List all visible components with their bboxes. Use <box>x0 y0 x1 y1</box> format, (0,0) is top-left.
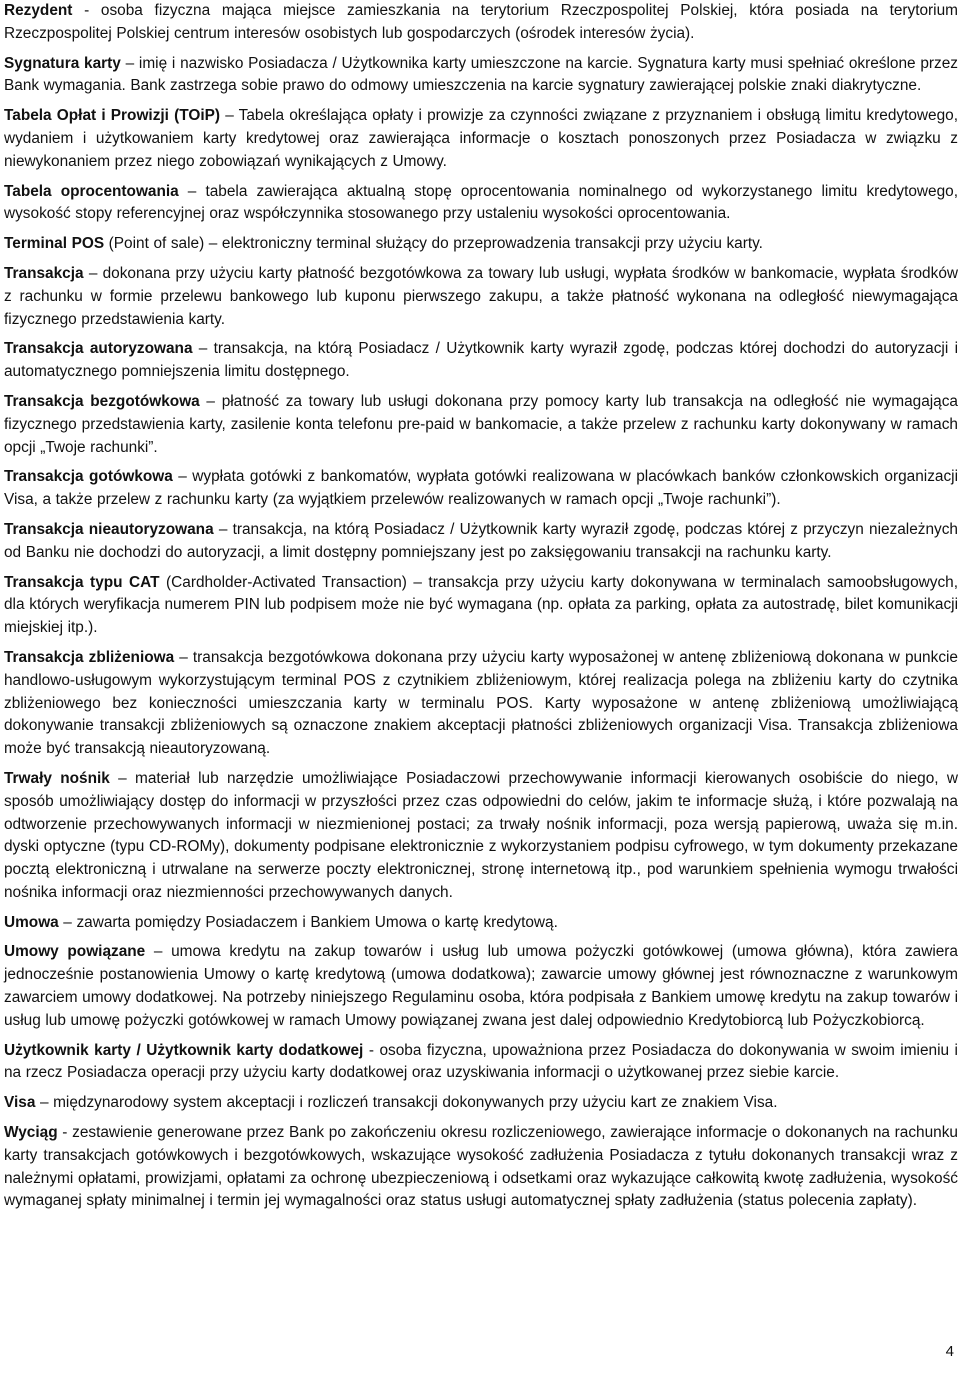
glossary-entry <box>4 391 958 459</box>
glossary-definition: – imię i nazwisko Posiadacza / Użytkownika karty umieszczone na karcie. Sygnatura karty musi spełniać określone przez Bank wymagania. Bank zastrzega sobie prawo do odmowy umieszczenia na karcie sygnatury zawierającej polskie znaki diakrytyczne. <box>4 54 958 95</box>
glossary-entry <box>4 768 958 905</box>
glossary-term: Sygnatura karty <box>4 54 121 72</box>
glossary-entry <box>4 519 958 565</box>
glossary-term: Transakcja zbliżeniowa <box>4 648 175 666</box>
glossary-definition: (Point of sale) – elektroniczny terminal służący do przeprowadzenia transakcji przy użyciu karty. <box>104 235 763 253</box>
glossary-entry <box>4 1040 958 1086</box>
glossary-definition: - zestawienie generowane przez Bank po zakończeniu okresu rozliczeniowego, zawierające informacje o dokonanych na rachunku karty transakcjach gotówkowych i bezgotówkowych, wskazujące wysokość zadłużenia Posiadacza z tytułu dokonanych transakcji wraz z należnymi opłatami, prowizjami, opłatami za ochronę ubezpieczeniową i odsetkami oraz wykazujące całkowitą kwotę zadłużenia, wysokość wymaganej spłaty minimalnej i termin jej wymagalności oraz status usługi automatycznej spłaty zadłużenia (status polecenia zapłaty). <box>4 1124 958 1210</box>
glossary-definition: (Cardholder-Activated Transaction) – transakcja przy użyciu karty dokonywana w terminalach samoobsługowych, dla których weryfikacja numerem PIN lub podpisem może nie być wymagana (np. opłata za parking, opłata za autostradę, bilet komunikacji miejskiej itp.). <box>4 573 959 637</box>
glossary-term: Użytkownik karty / Użytkownik karty dodatkowej <box>4 1041 364 1059</box>
glossary-entry <box>4 912 958 935</box>
glossary-term: Transakcja bezgotówkowa <box>4 392 200 410</box>
glossary-term: Visa <box>4 1094 36 1112</box>
glossary-definition: – transakcja, na którą Posiadacz / Użytkownik karty wyraził zgodę, podczas której z przyczyn niezależnych od Banku nie dochodzi do autoryzacji, a limit dostępny pomniejszany jest po zaksięgowaniu transakcji na rachunku karty. <box>4 520 958 561</box>
glossary-entry <box>4 338 958 384</box>
glossary-definition: – transakcja bezgotówkowa dokonana przy użyciu karty wyposażonej w antenę zbliżeniową dokonana w punkcie handlowo-usługowym wykorzystującym terminal POS z czytnikiem zbliżeniowym, której realizacja polega na zbliżeniu karty do czytnika zbliżeniowego bez konieczności umieszczania karty w terminalu POS. Karty wyposażone w antenę zbliżeniową umożliwiającą dokonywanie transakcji zbliżeniowych są oznaczone znakiem akceptacji płatności zbliżeniowych organizacji Visa. Transakcja zbliżeniowa może być transakcją nieautoryzowaną. <box>4 648 958 758</box>
glossary-term: Transakcja nieautoryzowana <box>4 520 214 538</box>
glossary-term: Trwały nośnik <box>4 769 110 787</box>
glossary-term: Umowy powiązane <box>4 943 146 961</box>
glossary-definition: – tabela zawierająca aktualną stopę oprocentowania nominalnego od wykorzystanego limitu kredytowego, wysokość stopy referencyjnej oraz współczynnika stosowanego przy ustaleniu wysokości oprocentowania. <box>4 182 958 223</box>
glossary-definition: – zawarta pomiędzy Posiadaczem i Bankiem Umowa o kartę kredytową. <box>58 913 558 931</box>
glossary-term: Transakcja <box>4 264 84 282</box>
glossary-entry <box>4 572 958 640</box>
page-number: 4 <box>945 1343 954 1360</box>
glossary-entry <box>4 105 958 173</box>
glossary-term: Umowa <box>4 913 59 931</box>
glossary-term: Tabela Opłat i Prowizji (TOiP) <box>4 107 221 125</box>
glossary-entry <box>4 1122 958 1213</box>
glossary-definition: – dokonana przy użyciu karty płatność bezgotówkowa za towary lub usługi, wypłata środków w bankomacie, wypłata środków z rachunku w formie przelewu bankowego lub kuponu pierwszego zakupu, a także płatność wykonana na odległość niewymagająca fizycznego przedstawienia karty. <box>4 264 958 328</box>
glossary-term: Terminal POS <box>4 235 105 253</box>
glossary-entry <box>4 53 958 99</box>
glossary-entry <box>4 233 958 256</box>
glossary-definition: – materiał lub narzędzie umożliwiające Posiadaczowi przechowywanie informacji kierowanych osobiście do niego, w sposób umożliwiający dostęp do informacji w przyszłości przez czas odpowiedni do celów, jakim te informacje służą, i które pozwalają na odtworzenie przechowywanych informacji w niezmienionej postaci; za trwały nośnik informacji, poza wersją papierową, uważa się m.in. dyski optyczne (typu CD-ROMy), dokumenty podpisane elektronicznie z wykorzystaniem podpisu cyfrowego, w tym dokumenty przekazane pocztą elektroniczną i utrwalane na serwerze poczty elektronicznej, stronę internetową itp., pod warunkiem spełnienia wymogu trwałości nośnika informacji oraz niezmienności przechowywanych danych. <box>4 769 958 901</box>
glossary-term: Transakcja gotówkowa <box>4 468 173 486</box>
glossary-entry <box>4 941 958 1032</box>
glossary-entry <box>4 647 958 761</box>
glossary-entry <box>4 181 958 227</box>
glossary-definition: - osoba fizyczna, upoważniona przez Posiadacza do dokonywania w swoim imieniu i na rzecz Posiadacza operacji przy użyciu karty dodatkowej oraz uzyskiwania informacji o użytkowanej przez siebie karcie. <box>4 1041 958 1082</box>
glossary-definition: – wypłata gotówki z bankomatów, wypłata gotówki realizowana w placówkach banków członkowskich organizacji Visa, a także przelew z rachunku karty (za wyjątkiem przelewów realizowanych w ramach opcji „Twoje rachunki”). <box>4 468 958 509</box>
glossary-definition: – transakcja, na którą Posiadacz / Użytkownik karty wyraził zgodę, podczas której dochodzi do autoryzacji i automatycznego pomniejszenia limitu dostępnego. <box>4 340 958 381</box>
glossary-term: Tabela oprocentowania <box>4 182 179 200</box>
glossary-entry <box>4 263 958 331</box>
glossary-definition: – umowa kredytu na zakup towarów i usług lub umowa pożyczki gotówkowej (umowa główna), która zawiera jednocześnie postanowienia Umowy o kartę kredytową (umowa dodatkowa); zawarcie umowy głównej jest równoznaczne z warunkowym zawarciem umowy dodatkowej. Na potrzeby niniejszego Regulaminu osoba, która podpisała z Bankiem umowę kredytu na zakup towarów i usług lub umowę pożyczki gotówkowej w ramach Umowy powiązanej zwana jest dalej odpowiednio Kredytobiorcą lub Pożyczkobiorcą. <box>4 943 958 1029</box>
glossary-definition: – płatność za towary lub usługi dokonana przy pomocy karty lub transakcja na odległość nie wymagająca fizycznego przedstawienia karty, zasilenie konta telefonu pre-paid w bankomacie, a także przelew z rachunku karty dokonywany w ramach opcji „Twoje rachunki”. <box>4 392 958 456</box>
glossary-entry <box>4 466 958 512</box>
glossary-term: Rezydent <box>4 2 73 19</box>
glossary-definition: – międzynarodowy system akceptacji i rozliczeń transakcji dokonywanych przy użyciu kart ze znakiem Visa. <box>35 1094 778 1112</box>
glossary-definition: – Tabela określająca opłaty i prowizje za czynności związane z przyznaniem i obsługą limitu kredytowego, wydaniem i użytkowaniem karty kredytowej oraz zawierająca informacje o kosztach ponoszonych przez Posiadacza w związku z niewykonaniem przez niego zobowiązań wynikających z Umowy. <box>4 107 958 170</box>
glossary-term: Transakcja typu CAT <box>4 573 160 591</box>
glossary-term: Transakcja autoryzowana <box>4 340 193 358</box>
glossary-definition: - osoba fizyczna mająca miejsce zamieszkania na terytorium Rzeczpospolitej Polskiej, która posiada na terytorium Rzeczpospolitej Polskiej centrum interesów osobistych lub gospodarczych (ośrodek interesów życia). <box>4 2 958 42</box>
glossary-entry <box>4 0 958 46</box>
glossary-term: Wyciąg <box>4 1124 58 1142</box>
document-page <box>4 0 958 1220</box>
glossary-entry <box>4 1092 958 1115</box>
